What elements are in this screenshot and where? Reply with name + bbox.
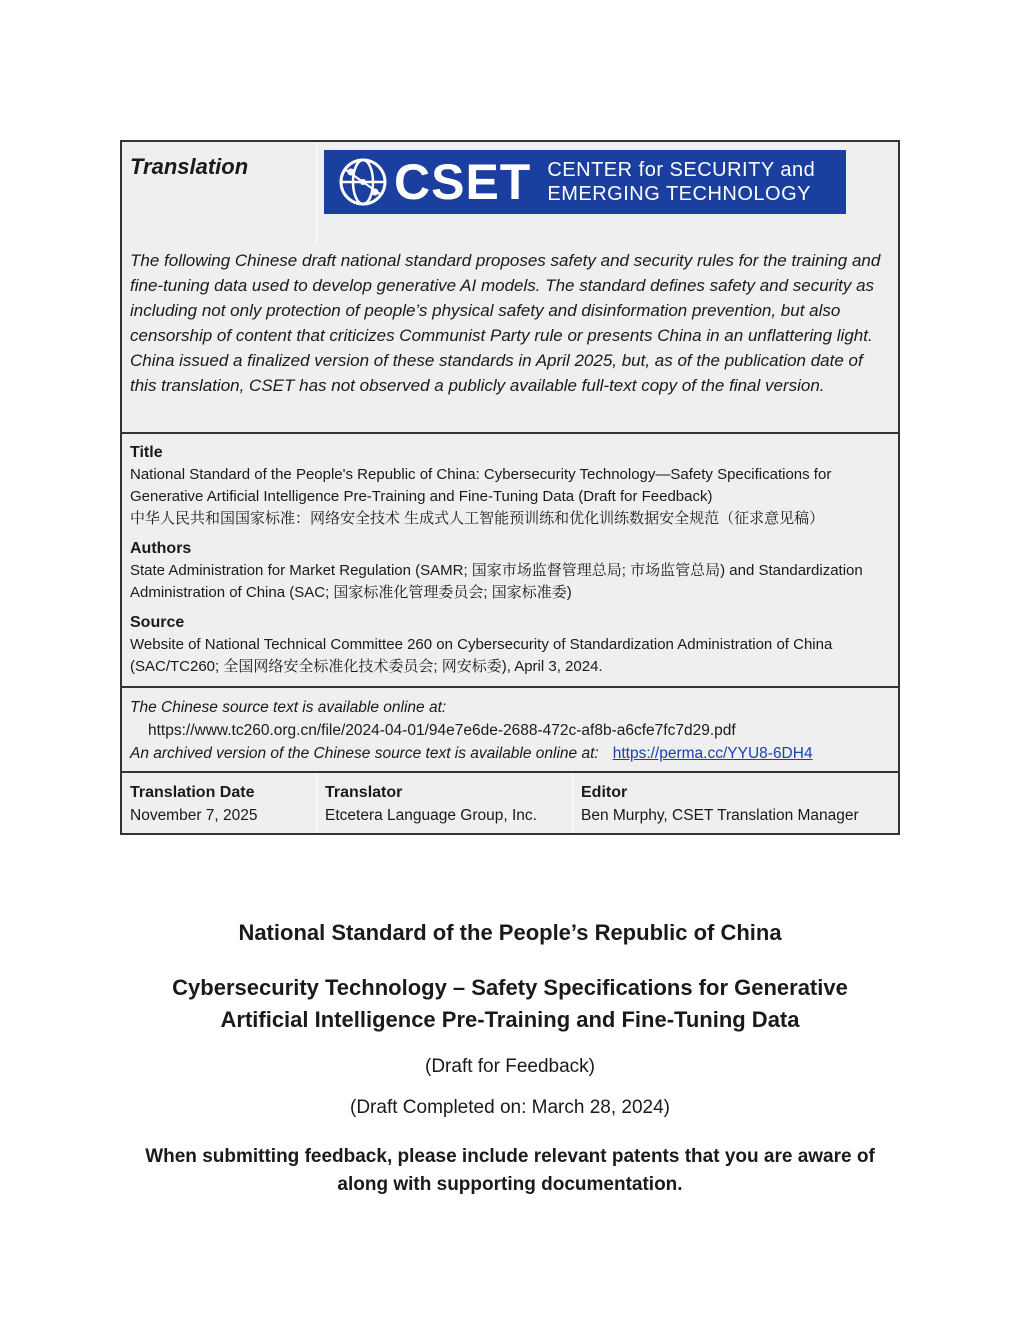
draft-completed: (Draft Completed on: March 28, 2024): [350, 1097, 670, 1118]
metadata-section: [122, 434, 898, 688]
title-chinese: 中华人民共和国国家标准：网络安全技术 生成式人工智能预训练和优化训练数据安全规范（征求意见稿）: [130, 510, 825, 527]
logo-subtitle-line1: CENTER for SECURITY and: [547, 159, 816, 181]
archive-label: An archived version of the Chinese source text is available online at:: [130, 745, 599, 762]
document-title: Cybersecurity Technology – Safety Specifications for Generative Artificial Intelligence Pre-Training and Fine-Tuning Data: [172, 975, 848, 1032]
document-heading: National Standard of the People’s Republic of China: [238, 920, 782, 945]
source-text: Website of National Technical Committee 260 on Cybersecurity of Standardization Administration of China (SAC/TC260; 全国网络安全标准化技术委员会; 网安标委), April 3, 2024.: [130, 636, 833, 675]
title-english: National Standard of the People's Republic of China: Cybersecurity Technology—Safety Specifications for Generative Artificial Intelligence Pre-Training and Fine-Tuning Data (Draft for Feedback): [130, 466, 832, 505]
feedback-notice: When submitting feedback, please include relevant patents that you are aware of along with supporting documentation.: [145, 1146, 875, 1195]
logo-subtitle: [547, 158, 815, 206]
logo-subtitle-line2: EMERGING TECHNOLOGY: [547, 183, 811, 205]
cset-logo: [324, 150, 846, 214]
source-url: https://www.tc260.org.cn/file/2024-04-01/94e7e6de-2688-472c-af8b-a6cfe7fc7d29.pdf: [148, 722, 736, 739]
header-section: [122, 142, 898, 434]
translation-label: Translation: [130, 154, 249, 179]
globe-icon: [338, 157, 388, 207]
source-heading: Source: [130, 614, 185, 631]
editor-heading: Editor: [581, 784, 628, 801]
editor-name: Ben Murphy, CSET Translation Manager: [581, 807, 859, 824]
logo-wordmark: CSET: [394, 154, 532, 210]
translator-heading: Translator: [325, 784, 403, 801]
links-section: [122, 688, 898, 773]
info-box: [120, 140, 900, 835]
archive-link[interactable]: https://perma.cc/YYU8-6DH4: [612, 745, 813, 762]
authors-text: State Administration for Market Regulation (SAMR; 国家市场监督管理总局; 市场监管总局) and Standardization Administration of China (SAC; 国家标准化管理委员会; 国家标准委): [130, 562, 863, 601]
translation-date: November 7, 2025: [130, 807, 258, 824]
draft-label: (Draft for Feedback): [425, 1056, 595, 1077]
credits-section: [122, 773, 898, 833]
source-label: The Chinese source text is available online at:: [130, 699, 447, 716]
authors-heading: Authors: [130, 540, 192, 557]
date-heading: Translation Date: [130, 784, 255, 801]
intro-text: The following Chinese draft national standard proposes safety and security rules for the training and fine-tuning data used to develop generative AI models. The standard defines safety and security as including not only protection of people’s physical safety and disinformation prevention, but also censorship of content that criticizes Communist Party rule or presents China in an unflattering light. China issued a finalized version of these standards in April 2025, but, as of the publication date of this translation, CSET has not observed a publicly available full-text copy of the final version.: [130, 251, 881, 395]
title-heading: Title: [130, 444, 163, 461]
translator-name: Etcetera Language Group, Inc.: [325, 807, 537, 824]
